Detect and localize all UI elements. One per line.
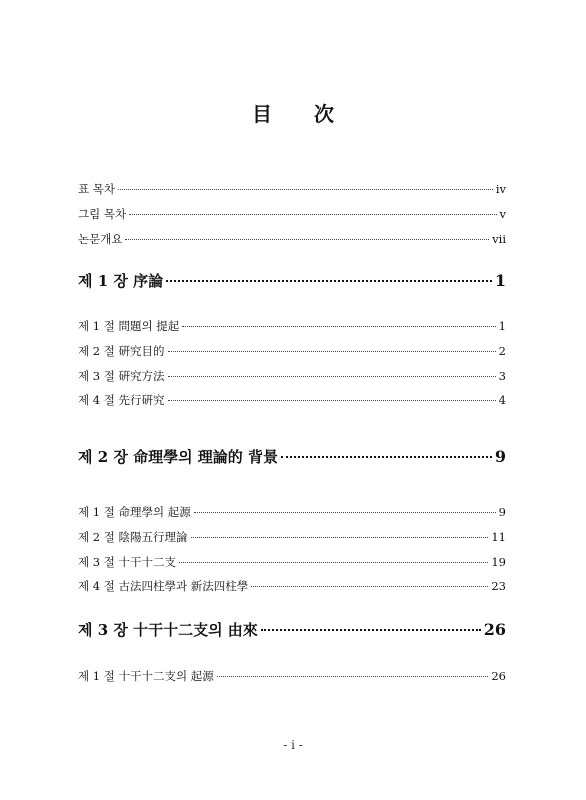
toc-section-label: 제 2 절 硏究目的	[78, 344, 165, 358]
toc-chapter-label: 제 2 장 命理學의 理論的 背景	[78, 448, 279, 466]
toc-section-label: 제 3 절 硏究方法	[78, 369, 165, 383]
toc-chapter-label: 제 1 장 序論	[78, 272, 164, 290]
toc-section-page: 9	[498, 505, 506, 519]
toc-section-2-2	[78, 529, 506, 545]
toc-chapter-2	[78, 446, 506, 467]
toc-entry-page: v	[499, 207, 506, 221]
toc-entry-label: 논문개요	[78, 232, 123, 246]
toc-entry-front-1	[78, 181, 506, 197]
toc-entry-label: 표 목차	[78, 182, 115, 196]
toc-section-1-4	[78, 392, 506, 408]
toc-section-label: 제 4 절 先行硏究	[78, 393, 165, 407]
toc-chapter-page: 1	[494, 271, 506, 290]
toc-title	[0, 98, 586, 127]
page-number-footer: - i -	[283, 738, 303, 752]
toc-chapter-1	[78, 270, 506, 291]
toc-section-page: 1	[498, 319, 506, 333]
toc-section-label: 제 1 절 十干十二支의 起源	[78, 669, 214, 683]
toc-section-page: 11	[491, 530, 506, 544]
toc-section-1-3	[78, 368, 506, 384]
toc-title-char-2: 次	[314, 102, 334, 126]
toc-entry-label: 그림 목차	[78, 207, 127, 221]
toc-section-label: 제 3 절 十干十二支	[78, 555, 177, 569]
toc-entry-front-3	[78, 231, 506, 247]
toc-section-label: 제 1 절 問題의 提起	[78, 319, 180, 333]
toc-section-page: 23	[491, 579, 506, 593]
toc-section-1-2	[78, 343, 506, 359]
toc-section-label: 제 1 절 命理學의 起源	[78, 505, 191, 519]
toc-section-page: 19	[491, 555, 506, 569]
toc-section-2-3	[78, 554, 506, 570]
toc-section-page: 2	[498, 344, 506, 358]
toc-section-page: 3	[498, 369, 506, 383]
toc-entry-page: vii	[492, 232, 506, 246]
toc-chapter-label: 제 3 장 十干十二支의 由來	[78, 621, 258, 639]
toc-section-1-1	[78, 318, 506, 334]
toc-chapter-page: 26	[483, 620, 506, 639]
toc-chapter-page: 9	[494, 447, 506, 466]
toc-section-page: 4	[498, 393, 506, 407]
toc-title-char-1: 目	[252, 102, 272, 126]
toc-section-2-4	[78, 578, 506, 594]
toc-section-3-1	[78, 668, 506, 684]
toc-section-label: 제 4 절 古法四柱學과 新法四柱學	[78, 579, 249, 593]
toc-chapter-3	[78, 619, 506, 640]
toc-section-page: 26	[491, 669, 506, 683]
toc-entry-front-2	[78, 206, 506, 222]
toc-section-2-1	[78, 504, 506, 520]
toc-section-label: 제 2 절 陰陽五行理論	[78, 530, 188, 544]
toc-entry-page: iv	[495, 182, 506, 196]
